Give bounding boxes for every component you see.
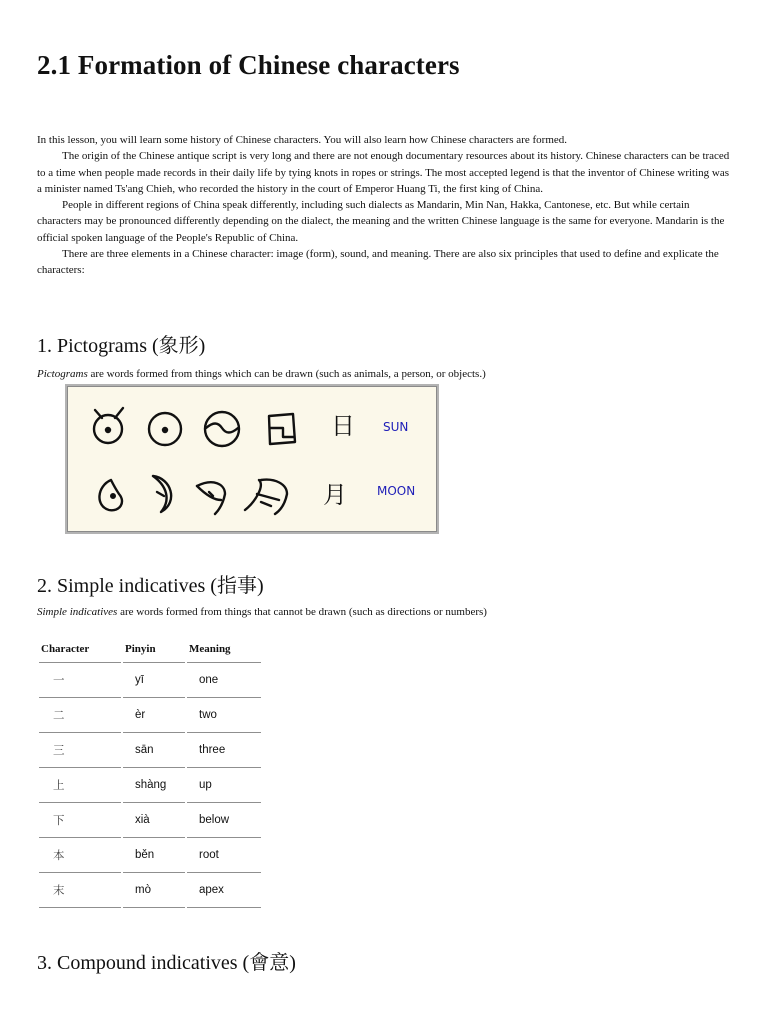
column-header-meaning: Meaning [187, 636, 261, 663]
table-row [39, 698, 261, 733]
pictograms-term: Pictograms [37, 368, 88, 380]
section-heading-simple-indicatives: 2. Simple indicatives (指事) [37, 575, 264, 597]
cell-meaning: up [187, 768, 261, 803]
moon-pictogram-1 [99, 480, 122, 510]
sun-label: SUN [383, 420, 409, 434]
cell-pinyin: yī [123, 663, 185, 698]
simple-indicatives-table [37, 636, 263, 908]
cell-meaning: three [187, 733, 261, 768]
moon-character: 月 [323, 481, 347, 509]
cell-meaning: one [187, 663, 261, 698]
cell-character: 末 [39, 873, 121, 908]
cell-pinyin: shàng [123, 768, 185, 803]
cell-pinyin: běn [123, 838, 185, 873]
cell-meaning: below [187, 803, 261, 838]
table-row [39, 663, 261, 698]
cell-pinyin: èr [123, 698, 185, 733]
cell-pinyin: xià [123, 803, 185, 838]
moon-pictogram-3 [197, 482, 225, 514]
table-header-row [39, 636, 261, 663]
cell-pinyin: mò [123, 873, 185, 908]
intro-paragraph-1: In this lesson, you will learn some history of Chinese characters. You will also learn how Chinese characters are formed. [37, 134, 568, 146]
intro-paragraph-3: People in different regions of China speak differently, including such dialects as Mandarin, Min Nan, Hakka, Cantonese, etc. But while certain characters may be pronounced differently depending on the dialect, the meaning and the written Chinese language is the same for everyone. Mandarin is the official spoken language of the People's Republic of China. [37, 199, 725, 244]
cell-meaning: two [187, 698, 261, 733]
moon-label: MOON [377, 484, 416, 498]
cell-character: 二 [39, 698, 121, 733]
cell-character: 三 [39, 733, 121, 768]
sun-pictogram-3 [205, 412, 239, 446]
table-row [39, 768, 261, 803]
column-header-pinyin: Pinyin [123, 636, 185, 663]
cell-meaning: apex [187, 873, 261, 908]
pictograms-description [37, 368, 486, 380]
pictogram-figure [65, 384, 439, 534]
simple-indicatives-description [37, 606, 487, 618]
sun-pictogram-4 [269, 414, 295, 444]
cell-character: 下 [39, 803, 121, 838]
intro-paragraph-4: There are three elements in a Chinese character: image (form), sound, and meaning. There are also six principles that used to define and explicate the characters: [37, 248, 719, 277]
table-row [39, 803, 261, 838]
pictograms-description-text: are words formed from things which can be drawn (such as animals, a person, or objects.) [87, 368, 486, 380]
intro-paragraph-2: The origin of the Chinese antique script is very long and there are not enough documentary resources about its history. Chinese characters can be traced to a time when people made records in their daily life by tying knots in ropes or strings. The most accepted legend is that the inventor of Chinese writing was a minister named Ts'ang Chieh, who recorded the history in the court of Emperor Huang Ti, the first king of China. [37, 150, 730, 195]
column-header-character: Character [39, 636, 121, 663]
simple-indicatives-term: Simple indicatives [37, 606, 118, 618]
table-row [39, 838, 261, 873]
sun-character: 日 [331, 412, 355, 440]
section-heading-pictograms: 1. Pictograms (象形) [37, 335, 206, 357]
moon-pictogram-2 [153, 476, 171, 512]
cell-character: 本 [39, 838, 121, 873]
table-row [39, 733, 261, 768]
section-heading-compound-indicatives: 3. Compound indicatives (會意) [37, 952, 296, 974]
page-title: 2.1 Formation of Chinese characters [37, 50, 460, 80]
cell-character: 一 [39, 663, 121, 698]
moon-pictogram-4 [245, 480, 287, 514]
pictogram-drawings [67, 386, 437, 532]
cell-pinyin: sān [123, 733, 185, 768]
sun-pictogram-1 [94, 408, 123, 443]
sun-pictogram-2 [149, 413, 181, 445]
cell-meaning: root [187, 838, 261, 873]
cell-character: 上 [39, 768, 121, 803]
table-row [39, 873, 261, 908]
intro-text [37, 132, 731, 279]
simple-indicatives-description-text: are words formed from things that cannot be drawn (such as directions or numbers) [117, 606, 487, 618]
